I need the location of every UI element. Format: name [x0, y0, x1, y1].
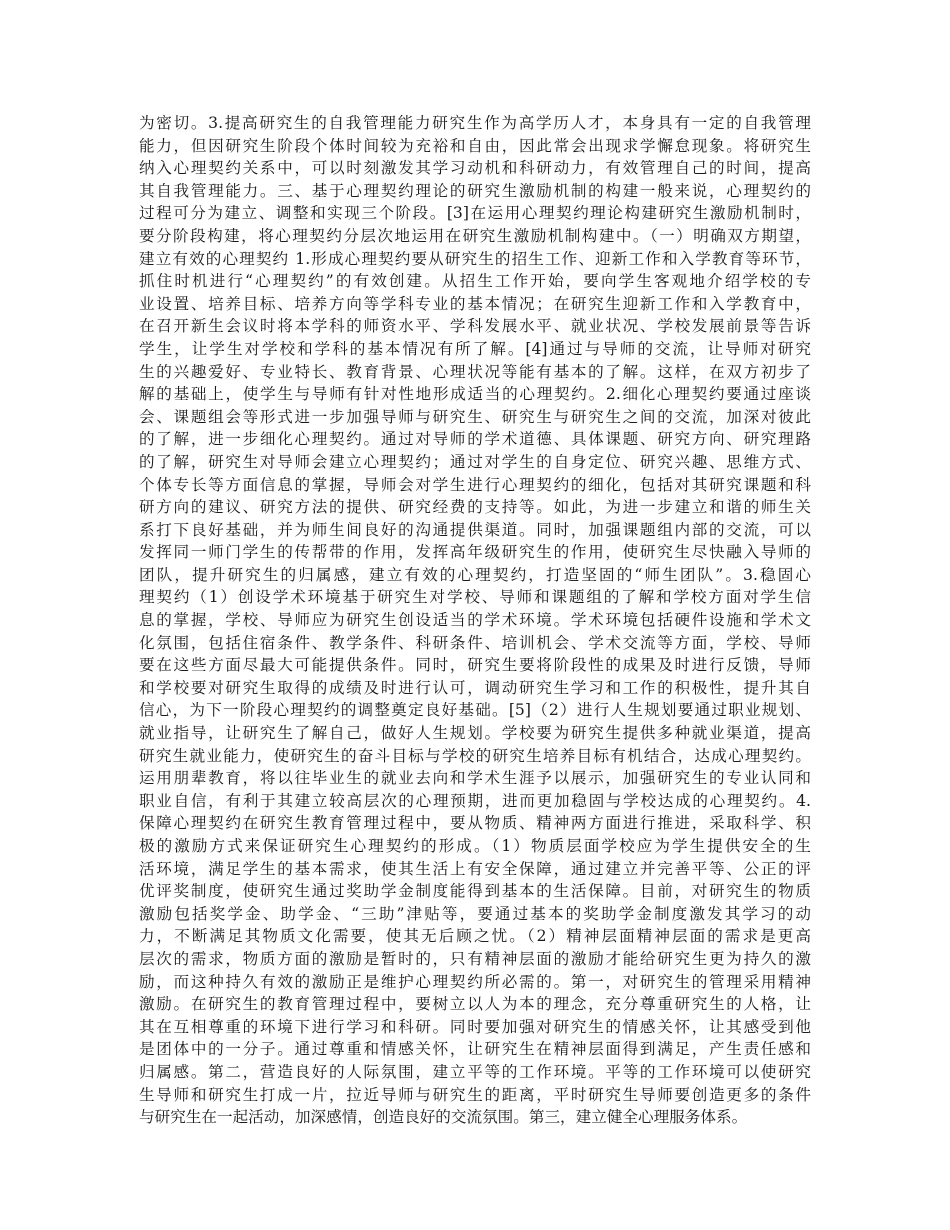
text-line: 的了解，进一步细化心理契约。通过对导师的学术道德、具体课题、研究方向、研究理路: [139, 430, 811, 449]
text-line: 研方向的建议、研究方法的提供、研究经费的支持等。如此，为进一步建立和谐的师生关: [139, 498, 811, 517]
text-line: 系打下良好基础，并为师生间良好的沟通提供渠道。同时，加强课题组内部的交流，可以: [139, 520, 811, 539]
text-line: 优评奖制度，使研究生通过奖助学金制度能得到基本的生活保障。目前，对研究生的物质: [139, 882, 811, 901]
text-line: 为密切。3.提高研究生的自我管理能力研究生作为高学历人才，本身具有一定的自我管理: [139, 114, 811, 132]
text-line: 极的激励方式来保证研究生心理契约的形成。（1）物质层面学校应为学生提供安全的生: [139, 837, 811, 855]
text-line: 息的掌握，学校、导师应为研究生创设适当的学术环境。学术环境包括硬件设施和学术文: [139, 611, 811, 630]
text-line: 力，不断满足其物质文化需要，使其无后顾之忧。（2）精神层面精神层面的需求是更高: [139, 927, 811, 946]
text-line: 生的兴趣爱好、专业特长、教育背景、心理状况等能有基本的了解。这样，在双方初步了: [139, 362, 811, 381]
text-line: 过程可分为建立、调整和实现三个阶段。[3]在运用心理契约理论构建研究生激励机制时，: [139, 204, 811, 223]
text-line: 激励。在研究生的教育管理过程中，要树立以人为本的理念，充分尊重研究生的人格，让: [139, 995, 811, 1014]
text-line: 个体专长等方面信息的掌握，导师会对学生进行心理契约的细化，包括对其研究课题和科: [139, 475, 811, 494]
text-line: 运用朋辈教育，将以往毕业生的就业去向和学术生涯予以展示，加强研究生的专业认同和: [139, 769, 811, 788]
text-line: 解的基础上，使学生与导师有针对性地形成适当的心理契约。2.细化心理契约要通过座谈: [139, 385, 811, 404]
text-line: 建立有效的心理契约 1.形成心理契约要从研究生的招生工作、迎新工作和入学教育等环节，: [139, 249, 811, 268]
text-line: 活环境，满足学生的基本需求，使其生活上有安全保障，通过建立并完善平等、公正的评: [139, 859, 811, 878]
text-line: 的了解，研究生对导师会建立心理契约；通过对学生的自身定位、研究兴趣、思维方式、: [139, 452, 811, 471]
text-line: 要分阶段构建，将心理契约分层次地运用在研究生激励机制构建中。（一）明确双方期望，: [139, 226, 811, 245]
text-line: 团队，提升研究生的归属感，建立有效的心理契约，打造坚固的“师生团队”。3.稳固心: [139, 565, 811, 584]
text-line: 纳入心理契约关系中，可以时刻激发其学习动机和科研动力，有效管理自己的时间，提高: [139, 159, 811, 178]
text-line: 业设置、培养目标、培养方向等学科专业的基本情况；在研究生迎新工作和入学教育中，: [139, 294, 811, 313]
text-line: 发挥同一师门学生的传帮带的作用，发挥高年级研究生的作用，使研究生尽快融入导师的: [139, 543, 811, 562]
text-line: 在召开新生会议时将本学科的师资水平、学科发展水平、就业状况、学校发展前景等告诉: [139, 317, 811, 336]
document-body: [139, 112, 811, 1129]
text-line: 就业指导，让研究生了解自己，做好人生规划。学校要为研究生提供多种就业渠道，提高: [139, 724, 811, 743]
text-line: 研究生就业能力，使研究生的奋斗目标与学校的研究生培养目标有机结合，达成心理契约。: [139, 746, 811, 765]
text-line: 保障心理契约在研究生教育管理过程中，要从物质、精神两方面进行推进，采取科学、积: [139, 814, 811, 833]
text-line: 归属感。第二，营造良好的人际氛围，建立平等的工作环境。平等的工作环境可以使研究: [139, 1062, 811, 1081]
text-line: 其自我管理能力。三、基于心理契约理论的研究生激励机制的构建一般来说，心理契约的: [139, 181, 811, 200]
text-line: 是团体中的一分子。通过尊重和情感关怀，让研究生在精神层面得到满足，产生责任感和: [139, 1040, 811, 1059]
text-line: 信心，为下一阶段心理契约的调整奠定良好基础。[5]（2）进行人生规划要通过职业规划、: [139, 701, 811, 720]
text-line: 要在这些方面尽最大可能提供条件。同时，研究生要将阶段性的成果及时进行反馈，导师: [139, 656, 811, 675]
text-line: 化氛围，包括住宿条件、教学条件、科研条件、培训机会、学术交流等方面，学校、导师: [139, 633, 811, 652]
text-line: 职业自信，有利于其建立较高层次的心理预期，进而更加稳固与学校达成的心理契约。4.: [139, 791, 811, 810]
text-line: 能力，但因研究生阶段个体时间较为充裕和自由，因此常会出现求学懈怠现象。将研究生: [139, 136, 811, 155]
text-line: 生导师和研究生打成一片，拉近导师与研究生的距离，平时研究生导师要创造更多的条件: [139, 1085, 811, 1104]
text-line: 和学校要对研究生取得的成绩及时进行认可，调动研究生学习和工作的积极性，提升其自: [139, 678, 811, 697]
text-line: 与研究生在一起活动，加深感情，创造良好的交流氛围。第三，建立健全心理服务体系。: [139, 1108, 748, 1127]
text-line: 其在互相尊重的环境下进行学习和科研。同时要加强对研究生的情感关怀，让其感受到他: [139, 1017, 811, 1036]
text-line: 层次的需求，物质方面的激励是暂时的，只有精神层面的激励才能给研究生更为持久的激: [139, 949, 811, 968]
text-line: 激励包括奖学金、助学金、“三助”津贴等，要通过基本的奖助学金制度激发其学习的动: [139, 904, 811, 923]
text-line: 抓住时机进行“心理契约”的有效创建。从招生工作开始，要向学生客观地介绍学校的专: [139, 272, 811, 291]
text-line: 会、课题组会等形式进一步加强导师与研究生、研究生与研究生之间的交流，加深对彼此: [139, 407, 811, 426]
text-line: 理契约（1）创设学术环境基于研究生对学校、导师和课题组的了解和学校方面对学生信: [139, 588, 811, 607]
text-line: 学生，让学生对学校和学科的基本情况有所了解。[4]通过与导师的交流，让导师对研究: [139, 339, 811, 358]
text-line: 励，而这种持久有效的激励正是维护心理契约所必需的。第一，对研究生的管理采用精神: [139, 972, 811, 991]
